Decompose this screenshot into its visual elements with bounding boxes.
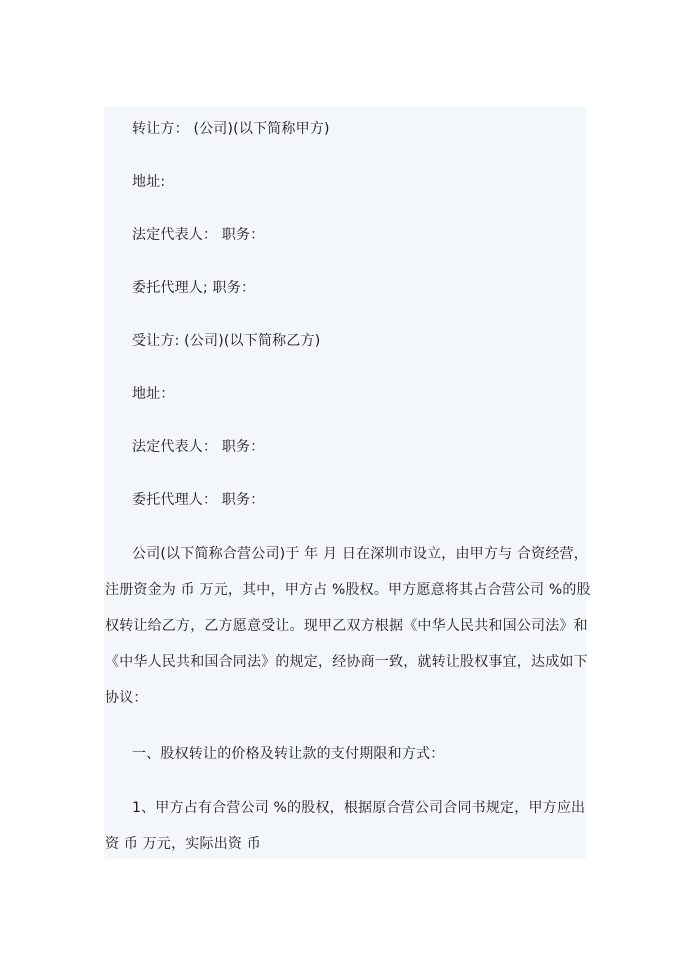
paragraph-line: 协议： <box>105 690 148 706</box>
transferee-legal-rep-field: 法定代表人： 职务： <box>132 439 265 455</box>
paragraph-line: 权转让给乙方，乙方愿意受让。现甲乙双方根据《中华人民共和国公司法》和 <box>105 618 588 634</box>
paragraph-line: 注册资金为 币 万元，其中，甲方占 %股权。甲方愿意将其占合营公司 %的股 <box>105 582 591 598</box>
transferee-address-field: 地址： <box>132 386 175 402</box>
transferee-agent-field: 委托代理人： 职务： <box>132 492 265 508</box>
paragraph-line: 《中华人民共和国合同法》的规定，经协商一致，就转让股权事宜，达成如下 <box>105 654 588 670</box>
transferor-address-field: 地址: <box>132 174 166 190</box>
paragraph-line: 资 币 万元，实际出资 币 <box>105 836 261 852</box>
transferor-field: 转让方： (公司)(以下简称甲方) <box>132 121 330 137</box>
paragraph-line: 公司(以下简称合营公司)于 年 月 日在深圳市设立，由甲方与 合资经营， <box>132 546 588 562</box>
transferor-agent-field: 委托代理人; 职务： <box>132 280 256 296</box>
paragraph-line: 1、甲方占有合营公司 %的股权，根据原合营公司合同书规定，甲方应出 <box>132 800 586 816</box>
transferor-legal-rep-field: 法定代表人： 职务： <box>132 227 265 243</box>
transferee-field: 受让方: (公司)(以下简称乙方) <box>132 333 321 349</box>
section-heading: 一、股权转让的价格及转让款的支付期限和方式： <box>132 746 445 762</box>
